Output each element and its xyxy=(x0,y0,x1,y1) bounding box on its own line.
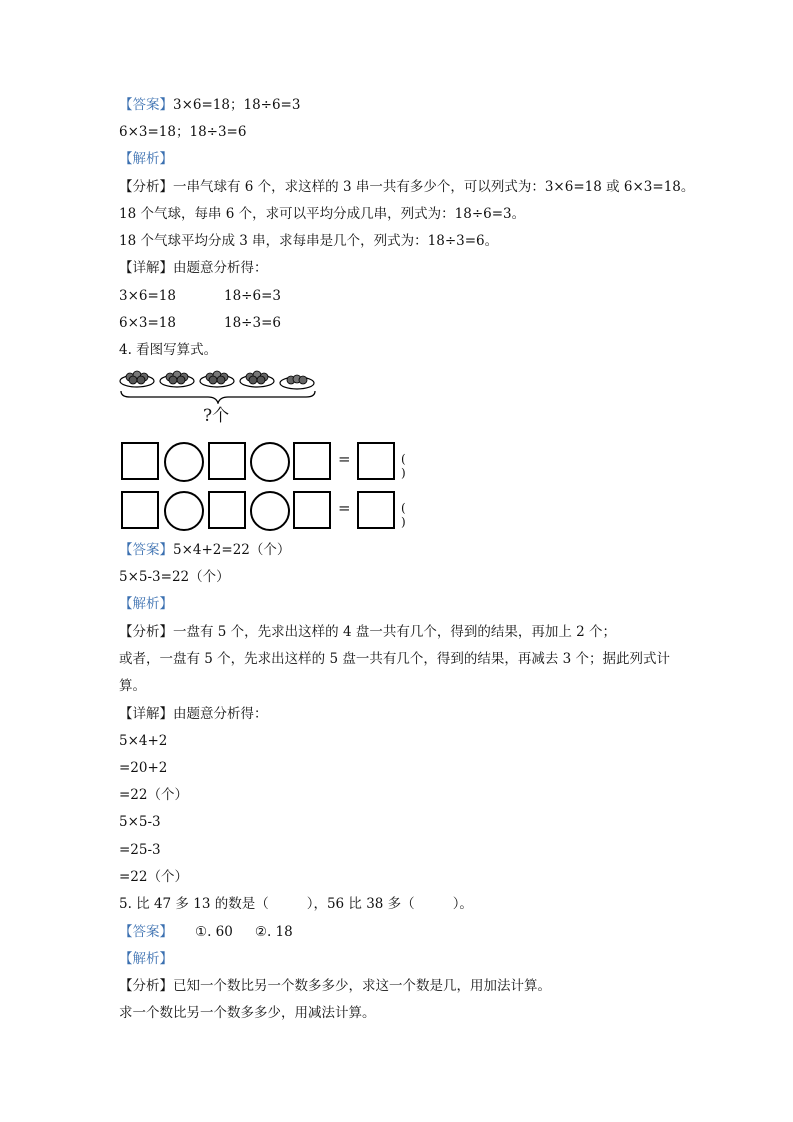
q3-answer-line1: 【答案】3×6=18；18÷6=3 xyxy=(119,97,301,113)
q5-answer: 【答案】 ①. 60 ②. 18 xyxy=(119,924,293,940)
result-box[interactable] xyxy=(357,491,395,529)
q3-answer-line2: 6×3=18；18÷3=6 xyxy=(119,124,247,140)
q4-step: =20+2 xyxy=(119,760,168,776)
answer-box[interactable] xyxy=(208,442,246,480)
plate-4 xyxy=(240,371,274,387)
q5-fenxi-line2: 求一个数比另一个数多多少，用减法计算。 xyxy=(119,1005,376,1021)
plate-5 xyxy=(280,375,314,389)
answer-box[interactable] xyxy=(121,491,159,529)
q4-step: 5×5-3 xyxy=(119,814,161,830)
analysis-tag: 【解析】 xyxy=(119,951,173,967)
plate-3 xyxy=(200,371,234,387)
answer-tag: 【答案】 xyxy=(119,97,173,113)
answer-box[interactable] xyxy=(293,491,331,529)
q4-answer-line1: 【答案】5×4+2=22（个） xyxy=(119,542,291,558)
figure-question-label: ?个 xyxy=(203,406,230,426)
q3-fenxi-line2: 18 个气球，每串 6 个，求可以平均分成几串，列式为：18÷6=3。 xyxy=(119,206,526,222)
operator-circle[interactable] xyxy=(250,491,290,531)
answer-box[interactable] xyxy=(208,491,246,529)
q5-fenxi-line1: 【分析】已知一个数比另一个数多多少，求这一个数是几，用加法计算。 xyxy=(119,978,551,994)
q4-title: 4. 看图写算式。 xyxy=(119,342,218,358)
q4-step: =22（个） xyxy=(119,787,188,803)
q4-step: =25-3 xyxy=(119,842,161,858)
q3-xiangjie: 【详解】由题意分析得： xyxy=(119,260,268,276)
answer-box[interactable] xyxy=(121,442,159,480)
q3-fenxi-line1: 【分析】一串气球有 6 个，求这样的 3 串一共有多少个，可以列式为：3×6=18 或 6×3=18。 xyxy=(119,179,695,195)
q4-answer-line2: 5×5-3=22（个） xyxy=(119,569,230,585)
q4-fenxi-line3: 算。 xyxy=(119,678,146,694)
q4-fenxi-line1: 【分析】一盘有 5 个，先求出这样的 4 盘一共有几个，得到的结果，再加上 2 个； xyxy=(119,624,617,640)
q4-xiangjie: 【详解】由题意分析得： xyxy=(119,706,268,722)
operator-circle[interactable] xyxy=(250,442,290,482)
answer-box[interactable] xyxy=(293,442,331,480)
q4-step: 5×4+2 xyxy=(119,733,168,749)
unit-parentheses: ( ) xyxy=(401,501,406,529)
equals-sign: = xyxy=(338,450,351,468)
q3-equations-row2: 6×3=18 18÷3=6 xyxy=(119,315,281,331)
operator-circle[interactable] xyxy=(164,491,204,531)
q4-step: =22（个） xyxy=(119,869,188,885)
result-box[interactable] xyxy=(357,442,395,480)
plate-2 xyxy=(160,371,194,387)
analysis-tag: 【解析】 xyxy=(119,151,173,167)
equals-sign: = xyxy=(338,499,351,517)
brace xyxy=(121,391,315,403)
plate-1 xyxy=(120,371,154,387)
operator-circle[interactable] xyxy=(164,442,204,482)
analysis-tag: 【解析】 xyxy=(119,596,173,612)
unit-parentheses: ( ) xyxy=(401,452,406,480)
q5-title: 5. 比 47 多 13 的数是（ ），56 比 38 多（ ）。 xyxy=(119,896,473,912)
q3-fenxi-line3: 18 个气球平均分成 3 串，求每串是几个，列式为：18÷3=6。 xyxy=(119,233,499,249)
q3-equations-row1: 3×6=18 18÷6=3 xyxy=(119,288,281,304)
q4-fenxi-line2: 或者，一盘有 5 个，先求出这样的 5 盘一共有几个，得到的结果，再减去 3 个；据此列式计 xyxy=(119,651,671,667)
plates-figure xyxy=(118,364,328,404)
